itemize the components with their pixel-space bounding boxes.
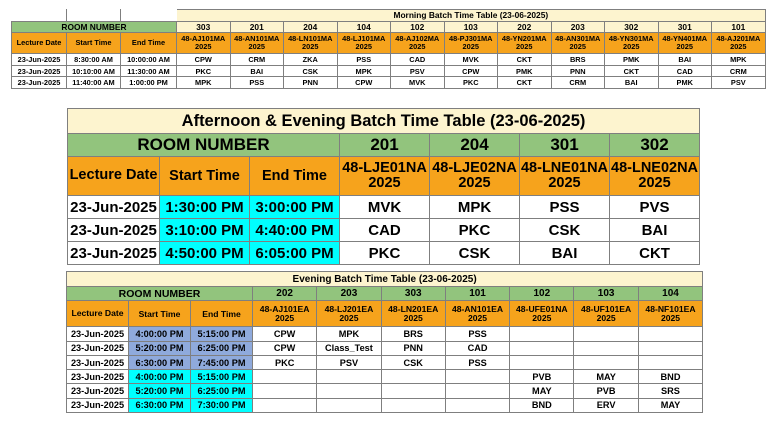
faculty-code: CSK: [284, 65, 338, 77]
batch-code: 48-YN301MA 2025: [605, 33, 659, 54]
faculty-code: PVB: [574, 384, 638, 398]
table-row: [67, 341, 703, 355]
morning-title: Morning Batch Time Table (23-06-2025): [177, 10, 766, 22]
faculty-code: BRS: [381, 327, 445, 341]
room-number: 302: [605, 21, 659, 33]
faculty-code: [381, 398, 445, 412]
faculty-code: ERV: [574, 398, 638, 412]
end-time: 3:00:00 PM: [250, 196, 340, 219]
room-number-label: ROOM NUMBER: [12, 21, 177, 33]
faculty-code: PKC: [430, 219, 520, 242]
start-time: 3:10:00 PM: [160, 219, 250, 242]
batch-code: 48-AJ101MA 2025: [177, 33, 231, 54]
faculty-code: PSS: [337, 54, 391, 66]
lecture-date-header: Lecture Date: [12, 33, 67, 54]
faculty-code: [638, 355, 702, 369]
faculty-code: [253, 370, 317, 384]
start-time: 10:10:00 AM: [67, 65, 121, 77]
faculty-code: CRM: [230, 54, 284, 66]
end-time-header: End Time: [121, 33, 177, 54]
faculty-code: MPK: [430, 196, 520, 219]
room-number: 101: [445, 287, 509, 301]
batch-code: 48-NF101EA 2025: [638, 301, 702, 327]
faculty-code: CPW: [444, 65, 498, 77]
table-row: [67, 355, 703, 369]
end-time: 6:05:00 PM: [250, 242, 340, 265]
faculty-code: [317, 384, 381, 398]
table-row: [12, 65, 766, 77]
faculty-code: CKT: [498, 54, 552, 66]
end-time: 11:30:00 AM: [121, 65, 177, 77]
faculty-code: PKC: [340, 242, 430, 265]
lecture-date: 23-Jun-2025: [68, 196, 160, 219]
end-time: 5:15:00 PM: [191, 370, 253, 384]
evening-title: Evening Batch Time Table (23-06-2025): [67, 272, 703, 287]
faculty-code: PVS: [610, 196, 700, 219]
batch-code: 48-AN101EA 2025: [445, 301, 509, 327]
faculty-code: [510, 327, 574, 341]
faculty-code: PSS: [445, 355, 509, 369]
faculty-code: BND: [510, 398, 574, 412]
faculty-code: PKC: [253, 355, 317, 369]
start-time-header: Start Time: [160, 157, 250, 196]
faculty-code: MPK: [177, 77, 231, 89]
faculty-code: [638, 327, 702, 341]
batch-code: 48-YN401MA 2025: [658, 33, 712, 54]
morning-timetable: [11, 9, 766, 89]
faculty-code: PSV: [712, 77, 766, 89]
blank-cell: [12, 10, 67, 22]
faculty-code: [574, 341, 638, 355]
batch-code: 48-UFE01NA 2025: [510, 301, 574, 327]
faculty-code: [253, 398, 317, 412]
faculty-code: PNN: [381, 341, 445, 355]
afternoon-evening-timetable: [67, 108, 700, 265]
start-time: 4:00:00 PM: [129, 327, 191, 341]
faculty-code: CAD: [391, 54, 445, 66]
batch-code: 48-LN101MA 2025: [284, 33, 338, 54]
batch-code: 48-AJ102MA 2025: [391, 33, 445, 54]
start-time: 6:30:00 PM: [129, 398, 191, 412]
room-number: 301: [658, 21, 712, 33]
batch-code: 48-UF101EA 2025: [574, 301, 638, 327]
room-number: 303: [177, 21, 231, 33]
faculty-code: MPK: [712, 54, 766, 66]
start-time: 6:30:00 PM: [129, 355, 191, 369]
lecture-date: 23-Jun-2025: [68, 242, 160, 265]
faculty-code: CKT: [498, 77, 552, 89]
lecture-date: 23-Jun-2025: [67, 384, 129, 398]
faculty-code: CSK: [520, 219, 610, 242]
room-number: 203: [551, 21, 605, 33]
evening-timetable: [66, 271, 703, 413]
faculty-code: [445, 370, 509, 384]
room-number: 104: [638, 287, 702, 301]
start-time: 4:00:00 PM: [129, 370, 191, 384]
faculty-code: MAY: [574, 370, 638, 384]
table-row: [68, 242, 700, 265]
start-time-header: Start Time: [129, 301, 191, 327]
faculty-code: [510, 341, 574, 355]
faculty-code: CPW: [253, 327, 317, 341]
faculty-code: [253, 384, 317, 398]
room-number-label: ROOM NUMBER: [68, 134, 340, 157]
faculty-code: BND: [638, 370, 702, 384]
start-time-header: Start Time: [67, 33, 121, 54]
faculty-code: CKT: [605, 65, 659, 77]
faculty-code: MVK: [444, 54, 498, 66]
faculty-code: Class_Test: [317, 341, 381, 355]
faculty-code: CPW: [177, 54, 231, 66]
table-row: [12, 54, 766, 66]
room-number-label: ROOM NUMBER: [67, 287, 253, 301]
faculty-code: PSS: [445, 327, 509, 341]
lecture-date-header: Lecture Date: [68, 157, 160, 196]
start-time: 5:20:00 PM: [129, 384, 191, 398]
faculty-code: MVK: [340, 196, 430, 219]
blank-cell: [121, 10, 177, 22]
table-row: [67, 384, 703, 398]
table-row: [68, 219, 700, 242]
room-number: 204: [284, 21, 338, 33]
table-row: [67, 398, 703, 412]
faculty-code: BAI: [658, 54, 712, 66]
end-time: 7:45:00 PM: [191, 355, 253, 369]
faculty-code: CSK: [381, 355, 445, 369]
room-number: 201: [340, 134, 430, 157]
faculty-code: BAI: [520, 242, 610, 265]
faculty-code: BRS: [551, 54, 605, 66]
batch-code: 48-LJ101MA 2025: [337, 33, 391, 54]
faculty-code: CPW: [253, 341, 317, 355]
lecture-date: 23-Jun-2025: [67, 398, 129, 412]
room-number: 202: [498, 21, 552, 33]
room-number: 201: [230, 21, 284, 33]
batch-code: 48-AN101MA 2025: [230, 33, 284, 54]
end-time: 7:30:00 PM: [191, 398, 253, 412]
faculty-code: BAI: [605, 77, 659, 89]
faculty-code: ZKA: [284, 54, 338, 66]
lecture-date: 23-Jun-2025: [12, 65, 67, 77]
faculty-code: SRS: [638, 384, 702, 398]
lecture-date-header: Lecture Date: [67, 301, 129, 327]
room-number: 303: [381, 287, 445, 301]
start-time: 1:30:00 PM: [160, 196, 250, 219]
faculty-code: [381, 370, 445, 384]
faculty-code: [638, 341, 702, 355]
faculty-code: [445, 398, 509, 412]
table-row: [67, 370, 703, 384]
room-number: 204: [430, 134, 520, 157]
end-time: 5:15:00 PM: [191, 327, 253, 341]
faculty-code: [445, 384, 509, 398]
lecture-date: 23-Jun-2025: [67, 370, 129, 384]
faculty-code: PVB: [510, 370, 574, 384]
faculty-code: CRM: [551, 77, 605, 89]
room-number: 103: [574, 287, 638, 301]
faculty-code: PSV: [391, 65, 445, 77]
batch-code: 48-AJ101EA 2025: [253, 301, 317, 327]
faculty-code: [381, 384, 445, 398]
faculty-code: PSV: [317, 355, 381, 369]
faculty-code: PKC: [444, 77, 498, 89]
lecture-date: 23-Jun-2025: [67, 355, 129, 369]
start-time: 4:50:00 PM: [160, 242, 250, 265]
faculty-code: CPW: [337, 77, 391, 89]
end-time: 4:40:00 PM: [250, 219, 340, 242]
batch-code: 48-LJE01NA 2025: [340, 157, 430, 196]
batch-code: 48-PJ301MA 2025: [444, 33, 498, 54]
batch-code: 48-YN201MA 2025: [498, 33, 552, 54]
faculty-code: PMK: [498, 65, 552, 77]
room-number: 302: [610, 134, 700, 157]
faculty-code: MAY: [510, 384, 574, 398]
faculty-code: [574, 355, 638, 369]
blank-cell: [67, 10, 121, 22]
faculty-code: CAD: [340, 219, 430, 242]
faculty-code: CAD: [658, 65, 712, 77]
afternoon-title: Afternoon & Evening Batch Time Table (23-06-2025): [68, 109, 700, 134]
room-number: 103: [444, 21, 498, 33]
room-number: 104: [337, 21, 391, 33]
faculty-code: [317, 370, 381, 384]
faculty-code: CAD: [445, 341, 509, 355]
room-number: 101: [712, 21, 766, 33]
faculty-code: CRM: [712, 65, 766, 77]
room-number: 301: [520, 134, 610, 157]
room-number: 203: [317, 287, 381, 301]
faculty-code: MPK: [317, 327, 381, 341]
end-time: 6:25:00 PM: [191, 341, 253, 355]
faculty-code: [317, 398, 381, 412]
batch-code: 48-AJ201MA 2025: [712, 33, 766, 54]
table-row: [12, 77, 766, 89]
end-time: 10:00:00 AM: [121, 54, 177, 66]
faculty-code: PSS: [520, 196, 610, 219]
faculty-code: MAY: [638, 398, 702, 412]
start-time: 5:20:00 PM: [129, 341, 191, 355]
faculty-code: PNN: [284, 77, 338, 89]
room-number: 102: [391, 21, 445, 33]
end-time: 6:25:00 PM: [191, 384, 253, 398]
table-row: [67, 327, 703, 341]
faculty-code: BAI: [230, 65, 284, 77]
faculty-code: BAI: [610, 219, 700, 242]
faculty-code: CKT: [610, 242, 700, 265]
start-time: 11:40:00 AM: [67, 77, 121, 89]
start-time: 8:30:00 AM: [67, 54, 121, 66]
faculty-code: PMK: [658, 77, 712, 89]
batch-code: 48-AN301MA 2025: [551, 33, 605, 54]
end-time: 1:00:00 PM: [121, 77, 177, 89]
table-row: [68, 196, 700, 219]
faculty-code: MVK: [391, 77, 445, 89]
faculty-code: CSK: [430, 242, 520, 265]
faculty-code: PNN: [551, 65, 605, 77]
faculty-code: MPK: [337, 65, 391, 77]
faculty-code: [510, 355, 574, 369]
end-time-header: End Time: [250, 157, 340, 196]
end-time-header: End Time: [191, 301, 253, 327]
faculty-code: PSS: [230, 77, 284, 89]
faculty-code: PMK: [605, 54, 659, 66]
batch-code: 48-LN201EA 2025: [381, 301, 445, 327]
batch-code: 48-LNE02NA 2025: [610, 157, 700, 196]
lecture-date: 23-Jun-2025: [68, 219, 160, 242]
lecture-date: 23-Jun-2025: [12, 77, 67, 89]
batch-code: 48-LNE01NA 2025: [520, 157, 610, 196]
lecture-date: 23-Jun-2025: [67, 341, 129, 355]
lecture-date: 23-Jun-2025: [12, 54, 67, 66]
faculty-code: PKC: [177, 65, 231, 77]
batch-code: 48-LJE02NA 2025: [430, 157, 520, 196]
batch-code: 48-LJ201EA 2025: [317, 301, 381, 327]
lecture-date: 23-Jun-2025: [67, 327, 129, 341]
room-number: 102: [510, 287, 574, 301]
faculty-code: [574, 327, 638, 341]
room-number: 202: [253, 287, 317, 301]
